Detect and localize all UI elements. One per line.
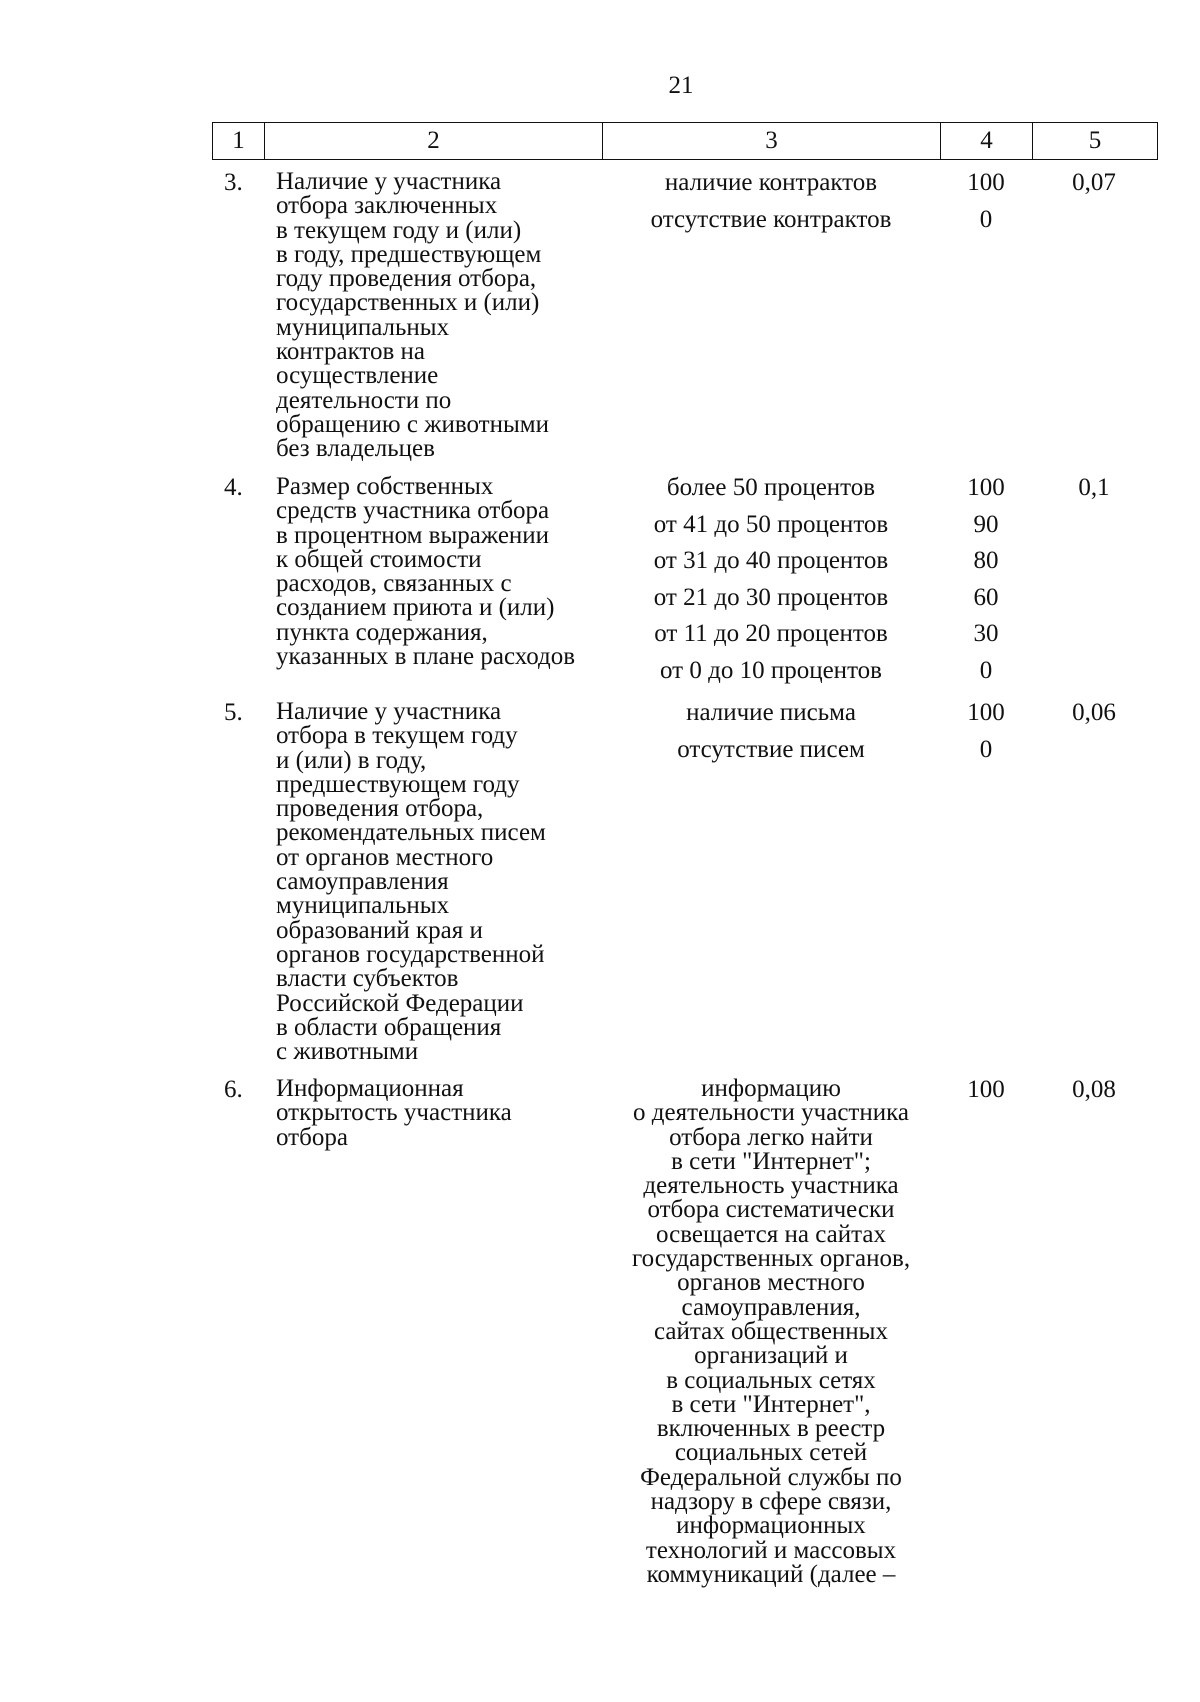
points-value: 60 bbox=[973, 583, 999, 611]
option-item: отсутствие контрактов bbox=[650, 205, 892, 233]
points-list bbox=[940, 700, 1032, 773]
option-item: от 21 до 30 процентов bbox=[653, 583, 889, 611]
table-row bbox=[212, 700, 1158, 1070]
points-value: 0 bbox=[979, 205, 993, 233]
page-number: 21 bbox=[668, 72, 694, 99]
table-header bbox=[212, 122, 1158, 160]
table-row bbox=[212, 475, 1158, 700]
option-item: наличие письма bbox=[686, 699, 856, 726]
criterion-text: Информационная открытость участника отбора bbox=[276, 1075, 512, 1151]
points-value: 100 bbox=[967, 474, 1005, 501]
weight-value: 0,07 bbox=[1072, 169, 1116, 196]
criterion-text: Размер собственных средств участника отбора в процентном выражении к общей стоимости расходов, связанных с созданием приюта и (или) пункта содержания, указанных в плане расходов bbox=[276, 473, 576, 671]
header-col-5: 5 bbox=[1088, 127, 1102, 154]
row-number: 6. bbox=[224, 1076, 243, 1103]
row-number: 3. bbox=[224, 169, 243, 196]
header-col-3: 3 bbox=[603, 123, 941, 159]
table-row bbox=[212, 1077, 1158, 1607]
option-item: от 11 до 20 процентов bbox=[654, 620, 888, 647]
points-value: 0 bbox=[979, 735, 993, 763]
points-value: 100 bbox=[967, 699, 1005, 726]
points-value: 90 bbox=[973, 510, 999, 538]
points-list bbox=[940, 170, 1032, 243]
points-value: 30 bbox=[973, 620, 999, 647]
criterion-text: Наличие у участника отбора заключенных в текущем году и (или) в году, предшествующем году проведения отбора, государственных и (или) муниципальных контрактов на осуществление деятельности по обращению с животными без владельцев bbox=[276, 168, 549, 463]
points-value: 100 bbox=[967, 169, 1005, 196]
points-value: 100 bbox=[967, 1076, 1005, 1103]
option-item: от 41 до 50 процентов bbox=[653, 510, 889, 538]
option-item: от 31 до 40 процентов bbox=[653, 547, 889, 574]
option-item: наличие контрактов bbox=[664, 169, 878, 196]
options-list bbox=[602, 170, 940, 243]
weight-value: 0,08 bbox=[1072, 1076, 1116, 1103]
header-col-2: 2 bbox=[265, 123, 603, 159]
option-text: информацию о деятельности участника отбора легко найти в сети "Интернет"; деятельность участника отбора систематически освещается на сайтах государственных органов, органов местного самоуправления, сайтах общественных организаций и в социальных сетях в сети "Интернет", включенных в реестр социальных сетей Федеральной службы по надзору в сфере связи, информационных технологий и массовых коммуникаций (далее – bbox=[631, 1075, 911, 1588]
option-item: отсутствие писем bbox=[677, 735, 865, 763]
table-row bbox=[212, 170, 1158, 468]
points-list bbox=[940, 1077, 1032, 1114]
criterion-text: Наличие у участника отбора в текущем году и (или) в году, предшествующем году проведения отбора, рекомендательных писем от органов местного самоуправления муниципальных образований края и органов государственной власти субъектов Российской Федерации в области обращения с животными bbox=[276, 698, 546, 1066]
row-number: 5. bbox=[224, 699, 243, 726]
weight-value: 0,1 bbox=[1078, 474, 1110, 501]
options-list bbox=[602, 700, 940, 773]
row-number: 4. bbox=[224, 474, 243, 501]
header-col-1: 1 bbox=[213, 123, 265, 159]
option-item: более 50 процентов bbox=[666, 474, 876, 501]
points-value: 80 bbox=[973, 547, 999, 574]
options-list bbox=[602, 475, 940, 694]
points-list bbox=[940, 475, 1032, 694]
points-value: 0 bbox=[979, 656, 993, 684]
header-col-4: 4 bbox=[941, 123, 1033, 159]
options-list bbox=[602, 1077, 940, 1587]
option-item: от 0 до 10 процентов bbox=[660, 656, 882, 684]
weight-value: 0,06 bbox=[1072, 699, 1116, 726]
